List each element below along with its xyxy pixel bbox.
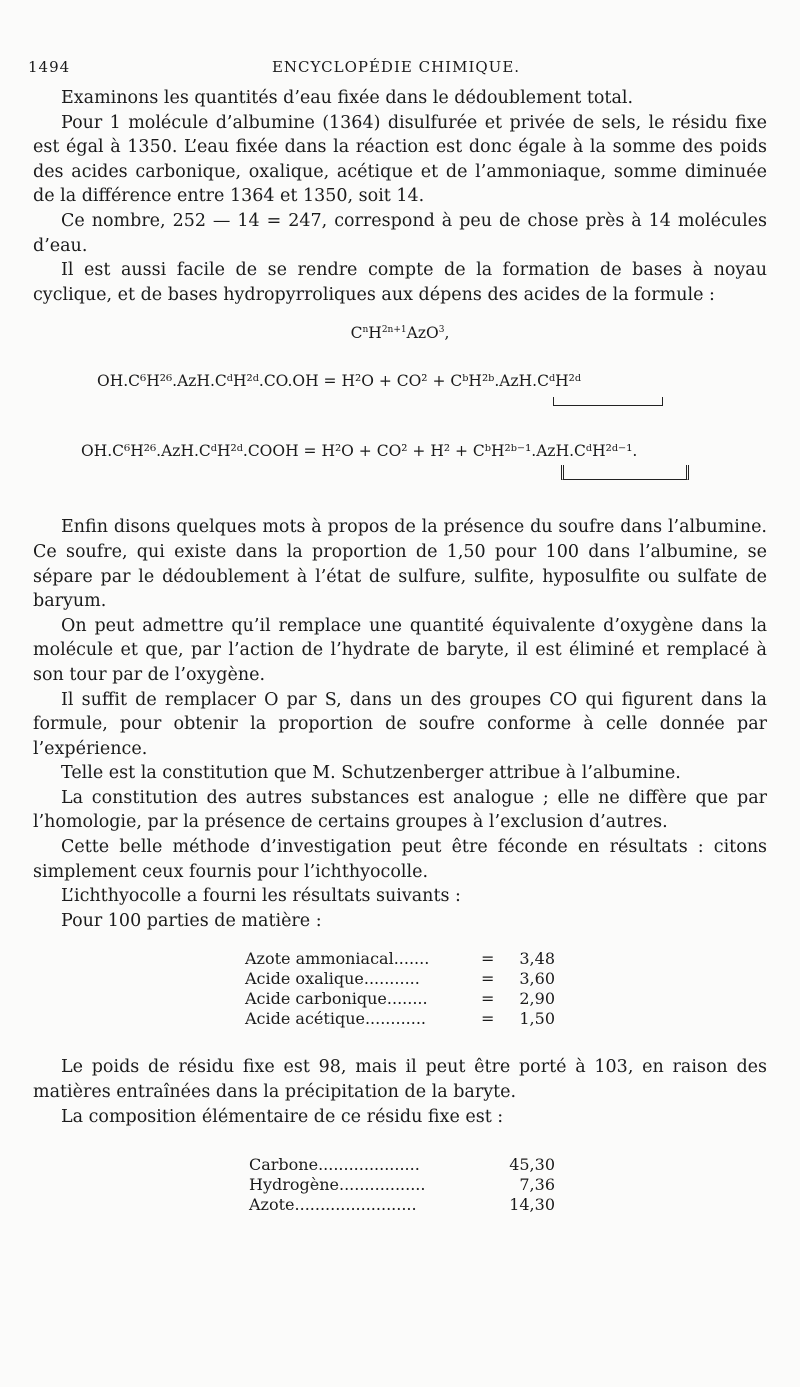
paragraph: L’ichthyocolle a fourni les résultats suivants : (61, 886, 461, 907)
general-formula: $C^nH^{2n+1}AzO^3$, (350, 324, 450, 343)
paragraph: Il est aussi facile de se rendre compte de la formation de bases à noyau cyclique, et de bases hydropyrroliques aux dépens des acides de la formule : (33, 260, 767, 305)
paragraph: Pour 1 molécule d’albumine (1364) disulfurée et privée de sels, le résidu fixe est égal à 1350. L’eau fixée dans la réaction est donc égale à la somme des poids des acides carbonique, oxalique, acétique et de l’ammoniaque, somme diminuée de la différence entre 1364 et 1350, soit 14. (33, 112, 767, 207)
paragraph: Telle est la constitution que M. Schutzenberger attribue à l’albumine. (61, 763, 681, 784)
paragraph: Il suffit de remplacer O par S, dans un des groupes CO qui figurent dans la formule, pour obtenir la proportion de soufre conforme à celle donnée par l’expérience. (33, 689, 767, 759)
results-table (33, 949, 767, 1029)
table-row: Carbone.................... 45,30 (249, 1155, 555, 1175)
running-header (28, 58, 764, 80)
equation-2: OH.C⁶H²⁶.AzH.CᵈH²ᵈ.COOH = H²O + CO² + H² + CᵇH²ᵇ⁻¹.AzH.CᵈH²ᵈ⁻¹. (81, 442, 638, 461)
table-row: Azote........................ 14,30 (249, 1195, 555, 1215)
composition-table (33, 1155, 767, 1215)
table-row: Hydrogène................. 7,36 (249, 1175, 555, 1195)
paragraph: Enfin disons quelques mots à propos de la présence du soufre dans l’albumine. Ce soufre, qui existe dans la proportion de 1,50 pour 100 dans l’albumine, se sépare par le dédoublement à l’état de sulfure, sulfite, hyposulfite ou sulfate de baryum. (33, 517, 767, 612)
paragraph: La constitution des autres substances est analogue ; elle ne diffère que par l’homologie, par la présence de certains groupes à l’exclusion d’autres. (33, 787, 767, 833)
paragraph: Pour 100 parties de matière : (61, 910, 322, 931)
paragraph: Le poids de résidu fixe est 98, mais il peut être porté à 103, en raison des matières entraînées dans la précipitation de la baryte. (33, 1057, 767, 1103)
paragraph: Examinons les quantités d’eau fixée dans le dédoublement total. (61, 88, 634, 108)
page-number: 1494 (28, 58, 71, 76)
paragraph: La composition élémentaire de ce résidu fixe est : (61, 1106, 504, 1127)
body-text (33, 86, 767, 1215)
formula-block (33, 307, 767, 515)
paragraph: On peut admettre qu’il remplace une quantité équivalente d’oxygène dans la molécule et que, par l’action de l’hydrate de baryte, il est éliminé et remplacé à son tour par de l’oxygène. (33, 615, 767, 685)
ring-bracket (553, 397, 663, 406)
table-row: Acide oxalique........... = 3,60 (245, 969, 555, 989)
running-title: ENCYCLOPÉDIE CHIMIQUE. (271, 58, 521, 76)
table-row: Acide carbonique........ = 2,90 (245, 989, 555, 1009)
table-row: Acide acétique............ = 1,50 (245, 1009, 555, 1029)
table-row: Azote ammoniacal....... = 3,48 (245, 949, 555, 969)
paragraph: Cette belle méthode d’investigation peut être féconde en résultats : citons simplement ceux fournis pour l’ichthyocolle. (33, 837, 767, 882)
paragraph: Ce nombre, 252 — 14 = 247, correspond à peu de chose près à 14 molécules d’eau. (33, 210, 767, 256)
equation-1: OH.C⁶H²⁶.AzH.CᵈH²ᵈ.CO.OH = H²O + CO² + CᵇH²ᵇ.AzH.CᵈH²ᵈ (97, 372, 582, 391)
double-bond-bracket (561, 465, 689, 480)
